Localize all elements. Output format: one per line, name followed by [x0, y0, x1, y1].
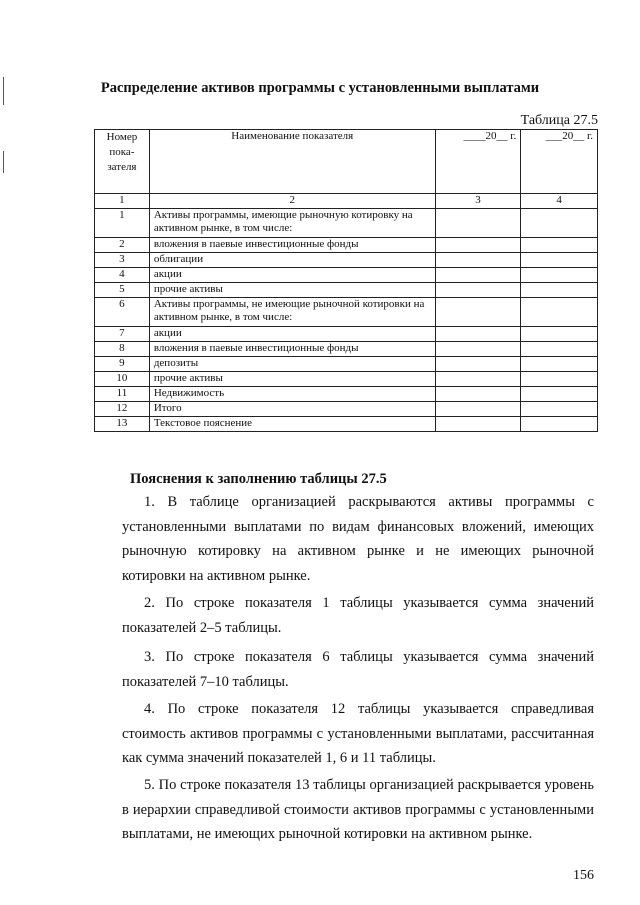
row-name: Текстовое пояснение	[149, 417, 435, 432]
row-name: Активы программы, не имеющие рыночной котировки на активном рынке, в том числе:	[149, 298, 435, 327]
column-numbering-row	[95, 194, 598, 209]
value-cell	[521, 417, 598, 432]
row-name: депозиты	[149, 357, 435, 372]
value-cell	[435, 357, 521, 372]
value-cell	[521, 238, 598, 253]
value-cell	[435, 417, 521, 432]
row-name: облигации	[149, 253, 435, 268]
explanation-paragraph: 3. По строке показателя 6 таблицы указывается сумма значений показателей 7–10 таблицы.	[122, 649, 594, 690]
value-cell	[435, 402, 521, 417]
value-cell	[521, 298, 598, 327]
row-number: 1	[95, 209, 150, 238]
table-header-row	[95, 130, 598, 194]
row-number: 4	[95, 268, 150, 283]
explanation-paragraph: 4. По строке показателя 12 таблицы указывается справедливая стоимость активов программы с установленными выплатами, рассчитанная как сумма значений показателей 1, 6 и 11 таблицы.	[122, 701, 594, 766]
row-name: вложения в паевые инвестиционные фонды	[149, 238, 435, 253]
value-cell	[435, 209, 521, 238]
table-row	[95, 342, 598, 357]
table-row	[95, 357, 598, 372]
row-number: 9	[95, 357, 150, 372]
assets-table	[94, 129, 598, 432]
value-cell	[521, 342, 598, 357]
column-number: 1	[95, 194, 150, 209]
row-name: Недвижимость	[149, 387, 435, 402]
row-number: 12	[95, 402, 150, 417]
value-cell	[521, 253, 598, 268]
row-number: 6	[95, 298, 150, 327]
table-row	[95, 209, 598, 238]
row-name: вложения в паевые инвестиционные фонды	[149, 342, 435, 357]
table-row	[95, 238, 598, 253]
table-row	[95, 372, 598, 387]
value-cell	[435, 342, 521, 357]
page-number: 156	[573, 868, 594, 883]
value-cell	[521, 268, 598, 283]
column-number: 3	[435, 194, 521, 209]
explanations-heading: Пояснения к заполнению таблицы 27.5	[130, 471, 387, 487]
row-number: 10	[95, 372, 150, 387]
row-name: прочие активы	[149, 372, 435, 387]
row-name: акции	[149, 268, 435, 283]
value-cell	[521, 327, 598, 342]
value-cell	[521, 402, 598, 417]
explanation-paragraph: 5. По строке показателя 13 таблицы организацией раскрывается уровень в иерархии справедливой стоимости активов программы с установленными выплатами, не имеющих рыночной котировки на активном рынке.	[122, 777, 594, 842]
value-cell	[435, 253, 521, 268]
table-row	[95, 268, 598, 283]
explanation-paragraph: 2. По строке показателя 1 таблицы указывается сумма значений показателей 2–5 таблицы.	[122, 595, 594, 636]
table-row	[95, 283, 598, 298]
row-number: 13	[95, 417, 150, 432]
table-row	[95, 387, 598, 402]
table-label: Таблица 27.5	[520, 113, 598, 128]
value-cell	[435, 327, 521, 342]
header-col-name: Наименование показателя	[149, 130, 435, 194]
table-row	[95, 402, 598, 417]
column-number: 2	[149, 194, 435, 209]
row-number: 3	[95, 253, 150, 268]
row-number: 7	[95, 327, 150, 342]
row-name: Активы программы, имеющие рыночную котировку на активном рынке, в том числе:	[149, 209, 435, 238]
row-number: 8	[95, 342, 150, 357]
table-row	[95, 417, 598, 432]
value-cell	[435, 372, 521, 387]
value-cell	[521, 209, 598, 238]
value-cell	[521, 283, 598, 298]
value-cell	[435, 268, 521, 283]
table-row	[95, 327, 598, 342]
explanation-paragraph: 1. В таблице организацией раскрываются активы программы с установленными выплатами по видам финансовых вложений, имеющих рыночную котировку на активном рынке и не имеющих рыночной котировки на активном рынке.	[122, 494, 594, 584]
table-row	[95, 253, 598, 268]
value-cell	[435, 283, 521, 298]
value-cell	[435, 387, 521, 402]
value-cell	[435, 238, 521, 253]
scan-margin-mark	[3, 151, 4, 173]
header-col-number: Номер пока-зателя	[95, 130, 150, 194]
header-col-period2: ___20__ г.	[521, 130, 598, 194]
row-name: прочие активы	[149, 283, 435, 298]
value-cell	[435, 298, 521, 327]
row-number: 11	[95, 387, 150, 402]
value-cell	[521, 372, 598, 387]
row-name: Итого	[149, 402, 435, 417]
table-row	[95, 298, 598, 327]
column-number: 4	[521, 194, 598, 209]
row-number: 2	[95, 238, 150, 253]
row-number: 5	[95, 283, 150, 298]
value-cell	[521, 357, 598, 372]
header-col-period1: ____20__ г.	[435, 130, 521, 194]
row-name: акции	[149, 327, 435, 342]
document-title: Распределение активов программы с установленными выплатами	[100, 80, 540, 96]
value-cell	[521, 387, 598, 402]
